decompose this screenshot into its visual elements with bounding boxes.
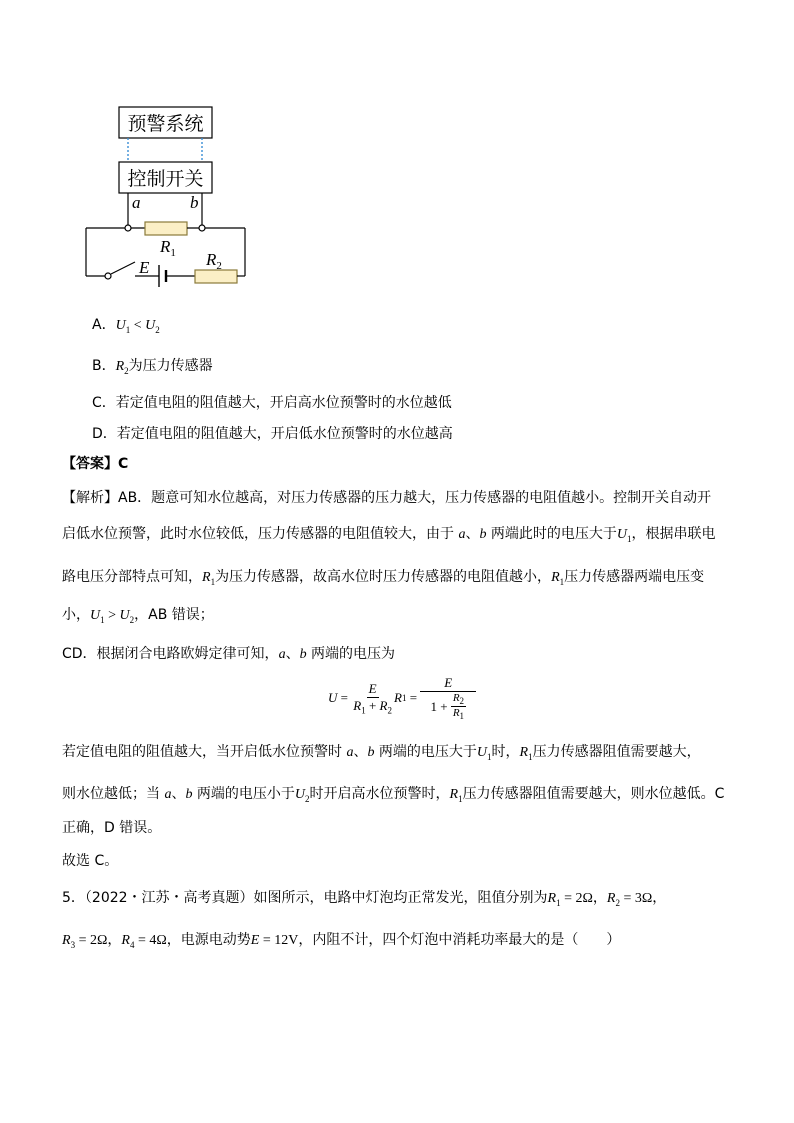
analysis-cd-line: CD．根据闭合电路欧姆定律可知，a、b 两端的电压为 <box>62 646 396 662</box>
emf-label: E <box>139 258 150 277</box>
analysis-line-3: 路电压分部特点可知，$R_1$为压力传感器，故高水位时压力传感器的电阻值越小，$R_1$压力传感器两端电压变 <box>62 569 705 587</box>
analysis-conclusion: 故选 C。 <box>62 853 119 869</box>
terminal-b-node <box>199 225 205 231</box>
voltage-equation: U = $\frac{E}{R_1 + R_2}$ R 1 = E 1 + $\frac{R_2}{R_1}$ <box>328 668 476 728</box>
option-c: C．若定值电阻的阻值越大，开启高水位预警时的水位越低 <box>92 395 452 411</box>
terminal-b-label: b <box>190 193 199 212</box>
switch-lever <box>111 262 135 274</box>
question-5-line-1: 5．（2022・江苏・高考真题）如图所示，电路中灯泡均正常发光，阻值分别为$R_1 = 2\Omega$，$R_2 = 3\Omega$， <box>62 890 667 908</box>
option-b: B．$R_2$为压力传感器 <box>92 358 213 376</box>
fraction-e-over-sum: $\frac{E}{R_1 + R_2}$ <box>353 680 392 716</box>
option-a: A．$U_1 < U_2$ <box>92 317 160 335</box>
terminal-a-node <box>125 225 131 231</box>
r1-label: $R_1$ <box>160 237 176 259</box>
analysis-line-1: 【解析】AB．题意可知水位越高，对压力传感器的压力越大，压力传感器的电阻值越小。控制开关自动开 <box>62 490 712 506</box>
analysis-paragraph-3: 则水位越低；当 a、b 两端的电压小于$U_2$时开启高水位预警时，$R_1$压力传感器阻值需要越大，则水位越低。C <box>62 786 725 804</box>
question-5-line-2: $R_3 = 2\Omega$，$R_4 = 4\Omega$，电源电动势E = 12V，内阻不计，四个灯泡中消耗功率最大的是（ ） <box>62 932 621 950</box>
fraction-e-over-ratio: E 1 + $\frac{R_2}{R_1}$ <box>420 675 476 721</box>
circuit-diagram <box>80 100 260 290</box>
analysis-paragraph-2: 若定值电阻的阻值越大，当开启低水位预警时 a、b 两端的电压大于$U_1$时，$R_1$压力传感器阻值需要越大， <box>62 744 701 762</box>
answer-label: 【答案】C <box>62 456 129 472</box>
option-d: D．若定值电阻的阻值越大，开启低水位预警时的水位越高 <box>92 426 453 442</box>
analysis-line-2: 启低水位预警，此时水位较低，压力传感器的电阻值较大，由于 a、b 两端此时的电压大于$U_1$，根据串联电 <box>62 526 716 544</box>
resistor-r1 <box>145 222 187 235</box>
r2-label: $R_2$ <box>206 250 222 272</box>
warning-system-label: 预警系统 <box>127 113 204 135</box>
control-switch-label: 控制开关 <box>127 168 204 190</box>
terminal-a-label: a <box>132 193 141 212</box>
analysis-paragraph-4: 正确，D 错误。 <box>62 820 162 836</box>
analysis-line-4: 小，$U_1 > U_2$，AB 错误； <box>62 607 214 625</box>
switch-node <box>105 273 111 279</box>
